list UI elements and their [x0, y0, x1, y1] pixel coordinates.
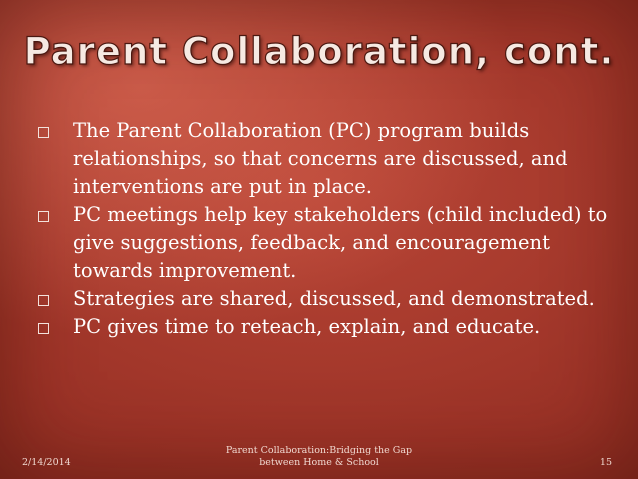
footer-title-line2: between Home & School	[259, 457, 379, 468]
footer-title	[210, 445, 428, 469]
bullet-item	[36, 117, 621, 201]
bullet-text: The Parent Collaboration (PC) program builds relationships, so that concerns are discussed, and interventions are put in place.	[73, 119, 568, 198]
hollow-square-icon	[38, 127, 49, 138]
bullet-item	[36, 201, 621, 285]
bullet-text: PC gives time to reteach, explain, and educate.	[73, 315, 541, 338]
bullet-text: PC meetings help key stakeholders (child included) to give suggestions, feedback, and encouragement towards improvement.	[73, 203, 608, 282]
hollow-square-icon	[38, 211, 49, 222]
footer-date: 2/14/2014	[22, 457, 71, 468]
hollow-square-icon	[38, 323, 49, 334]
slide-title: Parent Collaboration, cont.	[23, 30, 615, 73]
footer-title-line1: Parent Collaboration:Bridging the Gap	[225, 445, 413, 456]
bullet-list	[36, 117, 621, 341]
bullet-item	[36, 285, 621, 313]
bullet-item	[36, 313, 621, 341]
page-number: 15	[599, 457, 612, 468]
bullet-text: Strategies are shared, discussed, and demonstrated.	[73, 287, 595, 310]
hollow-square-icon	[38, 295, 49, 306]
